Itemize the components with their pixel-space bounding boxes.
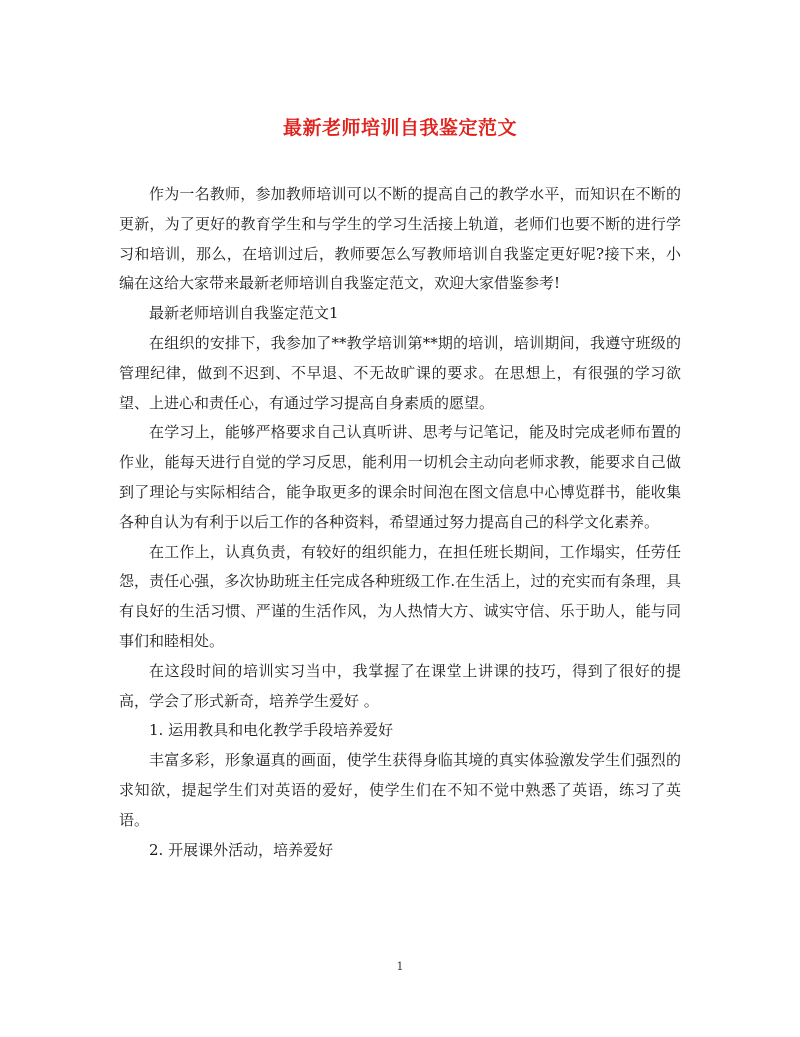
section-heading-sample-1: 最新老师培训自我鉴定范文1 (149, 304, 339, 323)
paragraph-visuals: 丰富多彩，形象逼真的画面，使学生获得身临其境的真实体验激发学生们强烈的求知欲，提起学生们对英语的爱好，使学生们在不知不觉中熟悉了英语，练习了英语。 (119, 751, 681, 829)
paragraph-intro: 作为一名教师，参加教师培训可以不断的提高自己的教学水平，而知识在不断的更新，为了更好的教育学生和与学生的学习生活接上轨道，老师们也要不断的进行学习和培训，那么，在培训过后，教师要怎么写教师培训自我鉴定更好呢?接下来，小编在这给大家带来最新老师培训自我鉴定范文，欢迎大家借鉴参考! (119, 185, 681, 293)
list-item-1: 1. 运用教具和电化教学手段培养爱好 (149, 721, 394, 740)
paragraph-work: 在工作上，认真负责，有较好的组织能力，在担任班长期间，工作塌实，任劳任怨，责任心强，多次协助班主任完成各种班级工作.在生活上，过的充实而有条理，具有良好的生活习惯、严谨的生活作风，为人热情大方、诚实守信、乐于助人，能与同事们和睦相处。 (119, 542, 681, 650)
document-body (119, 180, 681, 865)
list-item-2: 2. 开展课外活动，培养爱好 (149, 840, 334, 859)
paragraph-internship: 在这段时间的培训实习当中，我掌握了在课堂上讲课的技巧，得到了很好的提高，学会了形式新奇，培养学生爱好 。 (119, 661, 681, 710)
paragraph-organization: 在组织的安排下，我参加了**教学培训第**期的培训，培训期间，我遵守班级的管理纪律，做到不迟到、不早退、不无故旷课的要求。在思想上，有很强的学习欲望、上进心和责任心，有通过学习提高自身素质的愿望。 (119, 333, 681, 412)
page-number: 1 (396, 960, 404, 973)
paragraph-study: 在学习上，能够严格要求自己认真听讲、思考与记笔记，能及时完成老师布置的作业，能每天进行自觉的学习反思，能利用一切机会主动向老师求教，能要求自己做到了理论与实际相结合，能争取更多的课余时间泡在图文信息中心博览群书，能收集各种自认为有利于以后工作的各种资料，希望通过努力提高自己的科学文化素养。 (119, 423, 681, 531)
document-title: 最新老师培训自我鉴定范文 (282, 117, 517, 139)
